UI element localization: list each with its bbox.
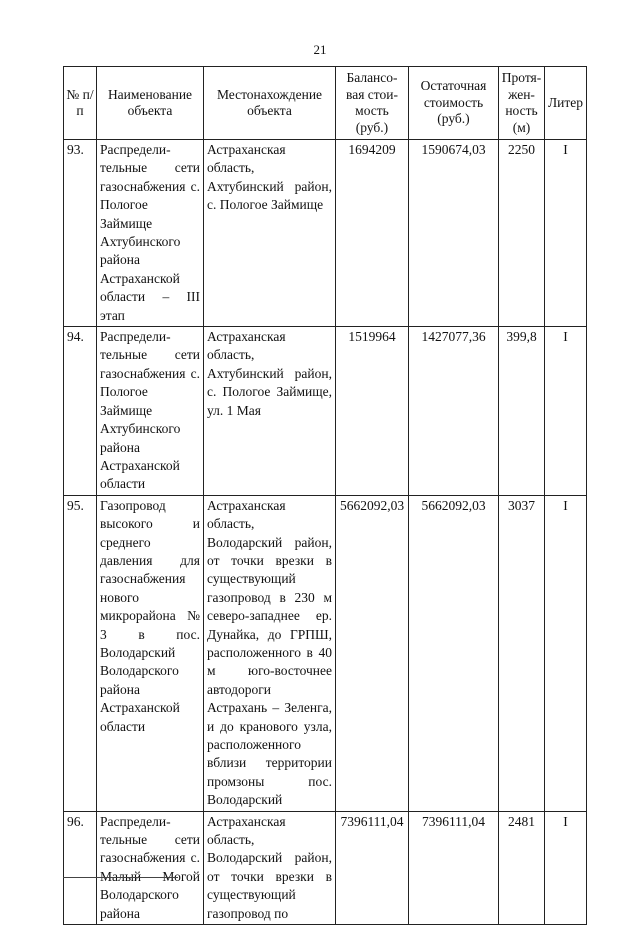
header-location: Местонахождение объекта	[204, 67, 336, 140]
balance-cost: 7396111,04	[336, 811, 409, 924]
footnote-separator	[63, 877, 178, 878]
table-row	[64, 327, 587, 496]
row-number: 96.	[64, 811, 97, 924]
header-liter: Литер	[545, 67, 587, 140]
header-name: Наименование объекта	[97, 67, 204, 140]
length-value: 2250	[499, 140, 545, 327]
object-name: Распредели-тельные сети газоснабжения с. Малый Могой Володарского района	[97, 811, 204, 924]
object-location: Астраханская область, Володарский район, от точки врезки в существующий газопровод по	[204, 811, 336, 924]
balance-cost: 1519964	[336, 327, 409, 496]
header-num: № п/п	[64, 67, 97, 140]
residual-cost: 7396111,04	[409, 811, 499, 924]
header-balance-cost: Балансо-вая стои-мость (руб.)	[336, 67, 409, 140]
row-number: 93.	[64, 140, 97, 327]
object-location: Астраханская область, Ахтубинский район, с. Пологое Займище, ул. 1 Мая	[204, 327, 336, 496]
object-name: Распредели-тельные сети газоснабжения с. Пологое Займище Ахтубинского района Астраханской области	[97, 327, 204, 496]
table-row	[64, 495, 587, 811]
page-number: 21	[313, 42, 327, 57]
length-value: 3037	[499, 495, 545, 811]
liter-value: I	[545, 140, 587, 327]
objects-table	[63, 66, 587, 925]
residual-cost: 1590674,03	[409, 140, 499, 327]
row-number: 94.	[64, 327, 97, 496]
length-value: 399,8	[499, 327, 545, 496]
object-name: Распредели-тельные сети газоснабжения с. Пологое Займище Ахтубинского района Астраханской области – III этап	[97, 140, 204, 327]
liter-value: I	[545, 327, 587, 496]
liter-value: I	[545, 811, 587, 924]
table-header-row	[64, 67, 587, 140]
header-length: Протя-жен-ность (м)	[499, 67, 545, 140]
residual-cost: 1427077,36	[409, 327, 499, 496]
table-row	[64, 140, 587, 327]
residual-cost: 5662092,03	[409, 495, 499, 811]
balance-cost: 1694209	[336, 140, 409, 327]
object-name: Газопровод высокого и среднего давления для газоснабжения нового микрорайона № 3 в пос. Володарский Володарского района Астраханской области	[97, 495, 204, 811]
object-location: Астраханская область, Володарский район, от точки врезки в существующий газопровод в 230 м северо-западнее ер. Дунайка, до ГРПШ, расположенного в 40 м юго-восточнее автодороги Астрахань – Зеленга, и до кранового узла, расположенного вблизи территории промзоны пос. Володарский	[204, 495, 336, 811]
balance-cost: 5662092,03	[336, 495, 409, 811]
object-location: Астраханская область, Ахтубинский район, с. Пологое Займище	[204, 140, 336, 327]
header-residual-cost: Остаточная стоимость (руб.)	[409, 67, 499, 140]
row-number: 95.	[64, 495, 97, 811]
table-row	[64, 811, 587, 924]
length-value: 2481	[499, 811, 545, 924]
liter-value: I	[545, 495, 587, 811]
